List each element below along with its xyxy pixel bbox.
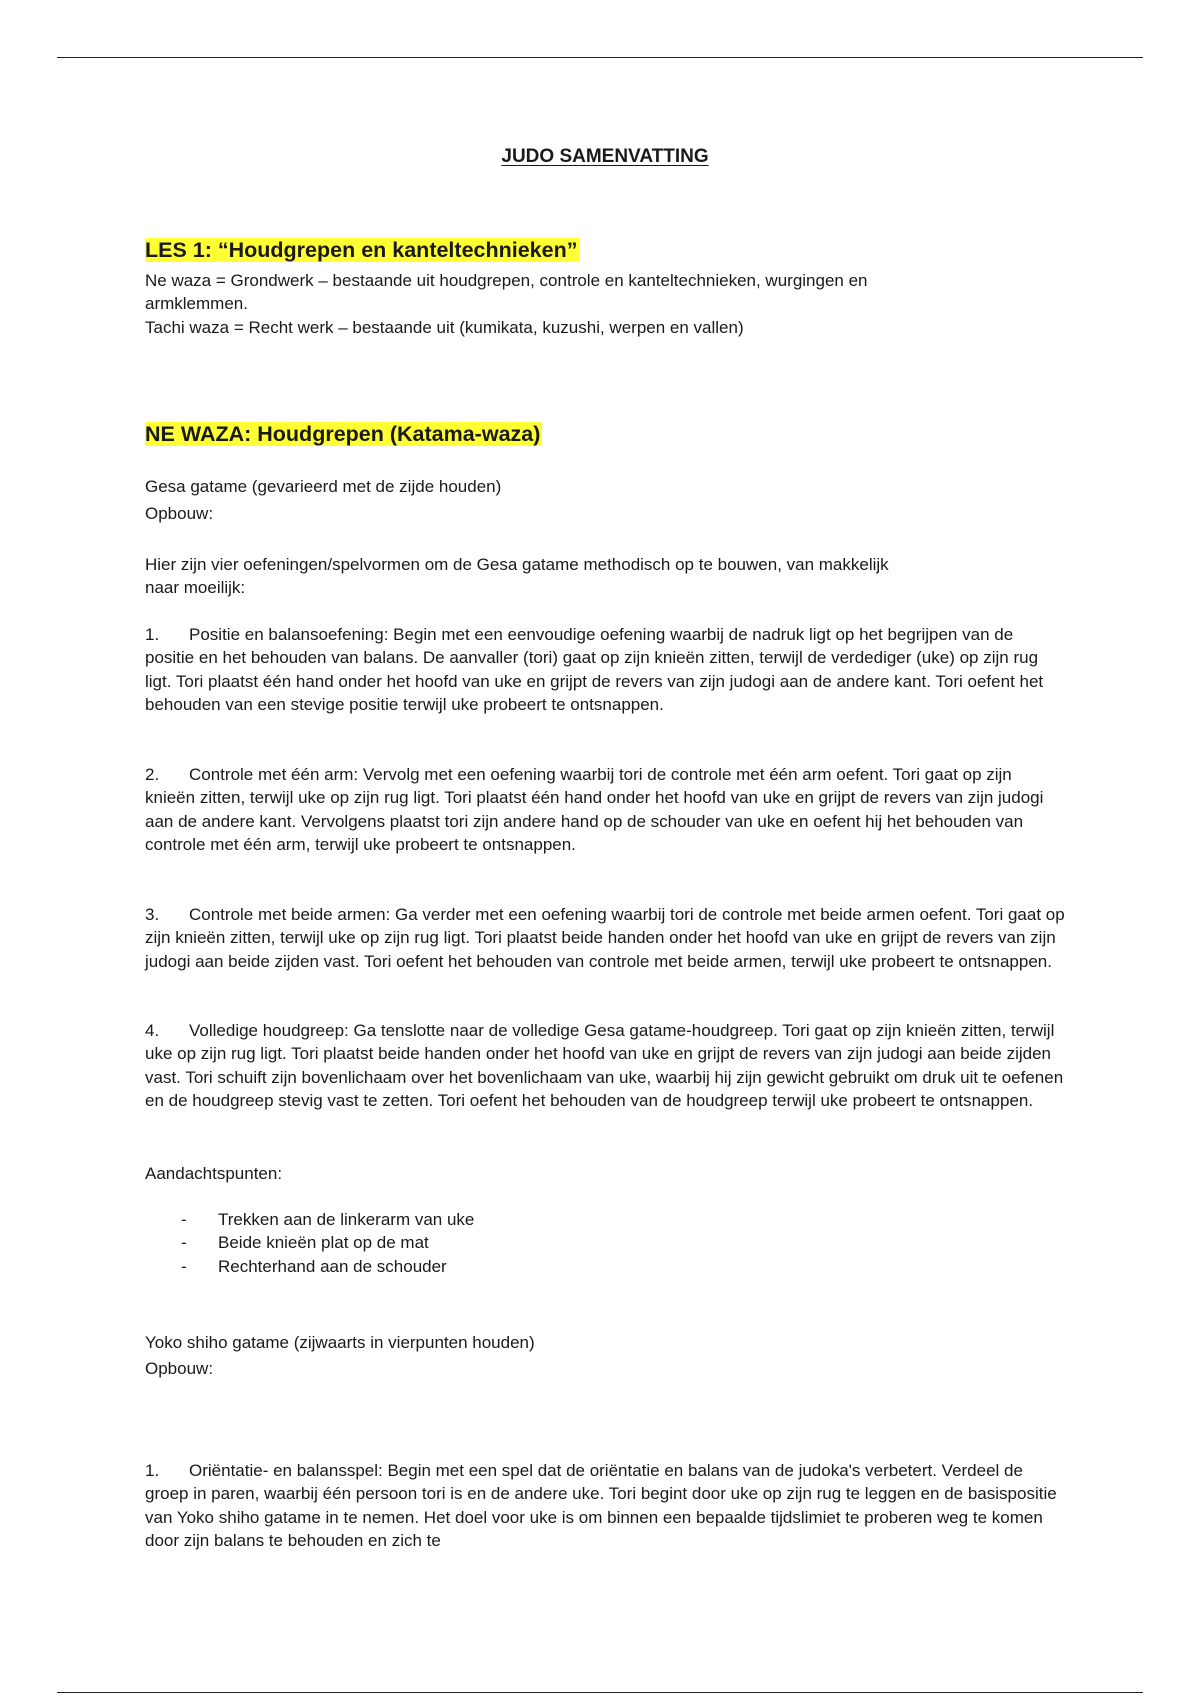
list-item — [181, 1208, 474, 1231]
exercise-item — [145, 1459, 1065, 1553]
bullet-dash: - — [181, 1210, 187, 1229]
exercise-item — [145, 623, 1065, 717]
exercise-text: Controle met beide armen: Ga verder met een oefening waarbij tori de controle met beide armen oefent. Tori gaat op zijn knieën zitten, terwijl uke op zijn rug ligt. Tori plaatst beide handen onder het hoofd van uke en grijpt de revers van zijn judogi aan beide zijden vast. Tori oefent het behouden van controle met beide armen, terwijl uke probeert te ontsnappen. — [145, 905, 1065, 971]
section-heading-ne-waza-text: NE WAZA: Houdgrepen (Katama-waza) — [145, 422, 541, 446]
aandachtspunten-list — [181, 1208, 474, 1278]
section-heading-les1 — [145, 236, 579, 264]
top-rule — [57, 57, 1143, 58]
exercise-item — [145, 1019, 1065, 1113]
list-item — [181, 1255, 474, 1278]
gesa-intro: Hier zijn vier oefeningen/spelvormen om de Gesa gatame methodisch op te bouwen, van makkelijk naar moeilijk: — [145, 555, 889, 598]
section-heading-ne-waza — [145, 420, 542, 448]
exercise-number: 1. — [145, 625, 160, 644]
document-title: JUDO SAMENVATTING — [501, 146, 709, 167]
list-item-text: Trekken aan de linkerarm van uke — [218, 1210, 475, 1229]
aandachtspunten-label: Aandachtspunten: — [145, 1164, 283, 1183]
exercise-text: Positie en balansoefening: Begin met een eenvoudige oefening waarbij de nadruk ligt op het begrijpen van de positie en het behouden van balans. De aanvaller (tori) gaat op zijn knieën zitten, terwijl de verdediger (uke) op zijn rug ligt. Tori plaatst één hand onder het hoofd van uke en grijpt de revers van zijn judogi aan de andere kant. Tori oefent het behouden van een stevige positie terwijl uke probeert te ontsnappen. — [145, 625, 1044, 715]
exercise-number: 4. — [145, 1021, 160, 1040]
exercise-item — [145, 763, 1065, 857]
yoko-opbouw-label: Opbouw: — [145, 1359, 214, 1378]
exercise-number: 3. — [145, 905, 160, 924]
exercise-text: Controle met één arm: Vervolg met een oefening waarbij tori de controle met één arm oefent. Tori gaat op zijn knieën zitten, terwijl uke op zijn rug ligt. Tori plaatst één hand onder het hoofd van uke en grijpt de revers van zijn judogi aan de andere kant. Vervolgens plaatst tori zijn andere hand op de schouder van uke en oefent hij het behouden van controle met één arm, terwijl uke probeert te ontsnappen. — [145, 765, 1044, 855]
exercise-item — [145, 903, 1065, 973]
gesa-opbouw-label: Opbouw: — [145, 504, 214, 523]
yoko-shiho-gatame-title: Yoko shiho gatame (zijwaarts in vierpunten houden) — [145, 1333, 535, 1352]
section-heading-les1-text: LES 1: “Houdgrepen en kanteltechnieken” — [145, 238, 578, 262]
bottom-rule — [57, 1692, 1143, 1693]
list-item-text: Beide knieën plat op de mat — [218, 1233, 429, 1253]
exercise-number: 2. — [145, 765, 160, 784]
bullet-dash: - — [181, 1256, 187, 1276]
exercise-text: Oriëntatie- en balansspel: Begin met een spel dat de oriëntatie en balans van de judoka's verbetert. Verdeel de groep in paren, waarbij één persoon tori is en de andere uke. Tori begint door uke op zijn rug te leggen en de basispositie van Yoko shiho gatame in te nemen. Het doel voor uke is om binnen een bepaalde tijdslimiet te proberen weg te komen door zijn balans te behouden en zich te — [145, 1461, 1057, 1551]
gesa-gatame-title: Gesa gatame (gevarieerd met de zijde houden) — [145, 477, 502, 496]
list-item-text: Rechterhand aan de schouder — [218, 1256, 447, 1276]
list-item — [181, 1231, 474, 1254]
exercise-number: 1. — [145, 1461, 160, 1480]
exercise-text: Volledige houdgreep: Ga tenslotte naar de volledige Gesa gatame-houdgreep. Tori gaat op zijn knieën zitten, terwijl uke op zijn rug ligt. Tori plaatst beide handen onder het hoofd van uke en grijpt de revers van zijn judogi aan beide zijden vast. Tori schuift zijn bovenlichaam over het bovenlichaam van uke, waarbij hij zijn gewicht gebruikt om druk uit te oefenen en de houdgreep stevig vast te zetten. Tori oefent het behouden van de houdgreep terwijl uke probeert te ontsnappen. — [145, 1021, 1064, 1111]
bullet-dash: - — [181, 1233, 187, 1253]
les1-paragraph: Ne waza = Grondwerk – bestaande uit houdgrepen, controle en kanteltechnieken, wurgingen en armklemmen. Tachi waza = Recht werk – bestaande uit (kumikata, kuzushi, werpen en vallen) — [145, 271, 868, 337]
